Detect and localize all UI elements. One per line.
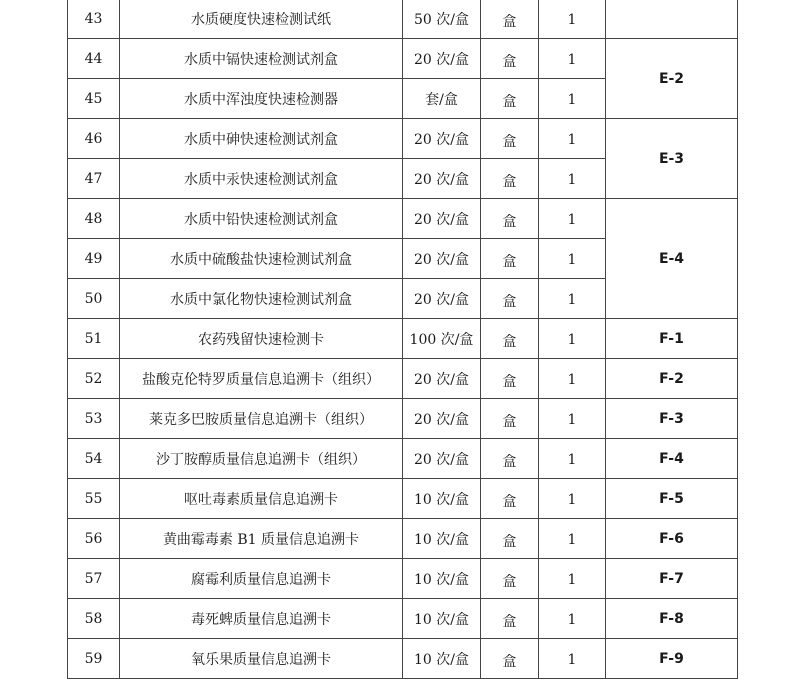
item-name: 水质中铅快速检测试剂盒 xyxy=(120,199,403,239)
item-name: 沙丁胺醇质量信息追溯卡（组织） xyxy=(120,439,403,479)
item-code-empty xyxy=(606,0,738,39)
item-unit: 盒 xyxy=(481,0,539,39)
item-name: 腐霉利质量信息追溯卡 xyxy=(120,559,403,599)
item-quantity: 1 xyxy=(539,559,606,599)
item-spec: 20 次/盒 xyxy=(403,199,481,239)
item-unit: 盒 xyxy=(481,399,539,439)
row-number: 48 xyxy=(68,199,120,239)
item-name: 呕吐毒素质量信息追溯卡 xyxy=(120,479,403,519)
item-spec: 10 次/盒 xyxy=(403,479,481,519)
item-code: F-1 xyxy=(606,319,738,359)
item-name: 水质中浑浊度快速检测器 xyxy=(120,79,403,119)
item-spec: 20 次/盒 xyxy=(403,119,481,159)
item-unit: 盒 xyxy=(481,239,539,279)
item-unit: 盒 xyxy=(481,639,539,679)
row-number: 53 xyxy=(68,399,120,439)
item-unit: 盒 xyxy=(481,479,539,519)
item-unit: 盒 xyxy=(481,159,539,199)
item-name: 水质中砷快速检测试剂盒 xyxy=(120,119,403,159)
item-code: F-6 xyxy=(606,519,738,559)
item-quantity: 1 xyxy=(539,439,606,479)
item-quantity: 1 xyxy=(539,239,606,279)
table-row xyxy=(68,559,738,599)
item-name: 农药残留快速检测卡 xyxy=(120,319,403,359)
item-spec: 20 次/盒 xyxy=(403,39,481,79)
item-unit: 盒 xyxy=(481,439,539,479)
item-spec: 20 次/盒 xyxy=(403,439,481,479)
item-unit: 盒 xyxy=(481,79,539,119)
item-quantity: 1 xyxy=(539,399,606,439)
item-code: F-2 xyxy=(606,359,738,399)
item-spec: 10 次/盒 xyxy=(403,519,481,559)
item-name: 氧乐果质量信息追溯卡 xyxy=(120,639,403,679)
row-number: 56 xyxy=(68,519,120,559)
item-name: 水质硬度快速检测试纸 xyxy=(120,0,403,39)
item-spec: 20 次/盒 xyxy=(403,279,481,319)
item-code: F-4 xyxy=(606,439,738,479)
table-row xyxy=(68,599,738,639)
item-spec: 50 次/盒 xyxy=(403,0,481,39)
item-code: E-4 xyxy=(606,199,738,319)
item-spec: 10 次/盒 xyxy=(403,599,481,639)
item-name: 水质中硫酸盐快速检测试剂盒 xyxy=(120,239,403,279)
item-code: F-3 xyxy=(606,399,738,439)
item-spec: 20 次/盒 xyxy=(403,399,481,439)
item-spec: 10 次/盒 xyxy=(403,559,481,599)
item-spec: 套/盒 xyxy=(403,79,481,119)
table-row xyxy=(68,439,738,479)
item-quantity: 1 xyxy=(539,279,606,319)
item-quantity: 1 xyxy=(539,639,606,679)
item-quantity: 1 xyxy=(539,0,606,39)
table-row xyxy=(68,359,738,399)
item-name: 毒死蜱质量信息追溯卡 xyxy=(120,599,403,639)
row-number: 49 xyxy=(68,239,120,279)
item-code: F-8 xyxy=(606,599,738,639)
row-number: 50 xyxy=(68,279,120,319)
item-quantity: 1 xyxy=(539,599,606,639)
item-quantity: 1 xyxy=(539,159,606,199)
row-number: 58 xyxy=(68,599,120,639)
item-unit: 盒 xyxy=(481,39,539,79)
row-number: 45 xyxy=(68,79,120,119)
item-spec: 20 次/盒 xyxy=(403,359,481,399)
item-unit: 盒 xyxy=(481,519,539,559)
item-code: E-2 xyxy=(606,39,738,119)
item-name: 水质中氯化物快速检测试剂盒 xyxy=(120,279,403,319)
item-code: F-5 xyxy=(606,479,738,519)
table-row xyxy=(68,119,738,159)
item-code: E-3 xyxy=(606,119,738,199)
item-code: F-9 xyxy=(606,639,738,679)
item-quantity: 1 xyxy=(539,519,606,559)
table-row xyxy=(68,319,738,359)
row-number: 46 xyxy=(68,119,120,159)
row-number: 47 xyxy=(68,159,120,199)
item-name: 莱克多巴胺质量信息追溯卡（组织） xyxy=(120,399,403,439)
item-quantity: 1 xyxy=(539,39,606,79)
row-number: 55 xyxy=(68,479,120,519)
item-unit: 盒 xyxy=(481,599,539,639)
table-row xyxy=(68,199,738,239)
row-number: 52 xyxy=(68,359,120,399)
item-spec: 10 次/盒 xyxy=(403,639,481,679)
item-unit: 盒 xyxy=(481,359,539,399)
item-name: 黄曲霉毒素 B1 质量信息追溯卡 xyxy=(120,519,403,559)
item-name: 水质中汞快速检测试剂盒 xyxy=(120,159,403,199)
table-row xyxy=(68,639,738,679)
item-quantity: 1 xyxy=(539,319,606,359)
table-row xyxy=(68,479,738,519)
item-spec: 20 次/盒 xyxy=(403,159,481,199)
row-number: 44 xyxy=(68,39,120,79)
row-number: 51 xyxy=(68,319,120,359)
row-number: 59 xyxy=(68,639,120,679)
item-spec: 100 次/盒 xyxy=(403,319,481,359)
item-unit: 盒 xyxy=(481,559,539,599)
table-row xyxy=(68,0,738,39)
item-quantity: 1 xyxy=(539,119,606,159)
item-code: F-7 xyxy=(606,559,738,599)
item-spec: 20 次/盒 xyxy=(403,239,481,279)
table-row xyxy=(68,399,738,439)
item-table xyxy=(67,0,738,679)
item-unit: 盒 xyxy=(481,119,539,159)
item-unit: 盒 xyxy=(481,319,539,359)
row-number: 54 xyxy=(68,439,120,479)
row-number: 57 xyxy=(68,559,120,599)
item-quantity: 1 xyxy=(539,79,606,119)
item-name: 水质中镉快速检测试剂盒 xyxy=(120,39,403,79)
item-unit: 盒 xyxy=(481,199,539,239)
item-quantity: 1 xyxy=(539,359,606,399)
row-number: 43 xyxy=(68,0,120,39)
item-unit: 盒 xyxy=(481,279,539,319)
item-quantity: 1 xyxy=(539,199,606,239)
item-name: 盐酸克伦特罗质量信息追溯卡（组织） xyxy=(120,359,403,399)
item-quantity: 1 xyxy=(539,479,606,519)
table-row xyxy=(68,519,738,559)
table-row xyxy=(68,39,738,79)
